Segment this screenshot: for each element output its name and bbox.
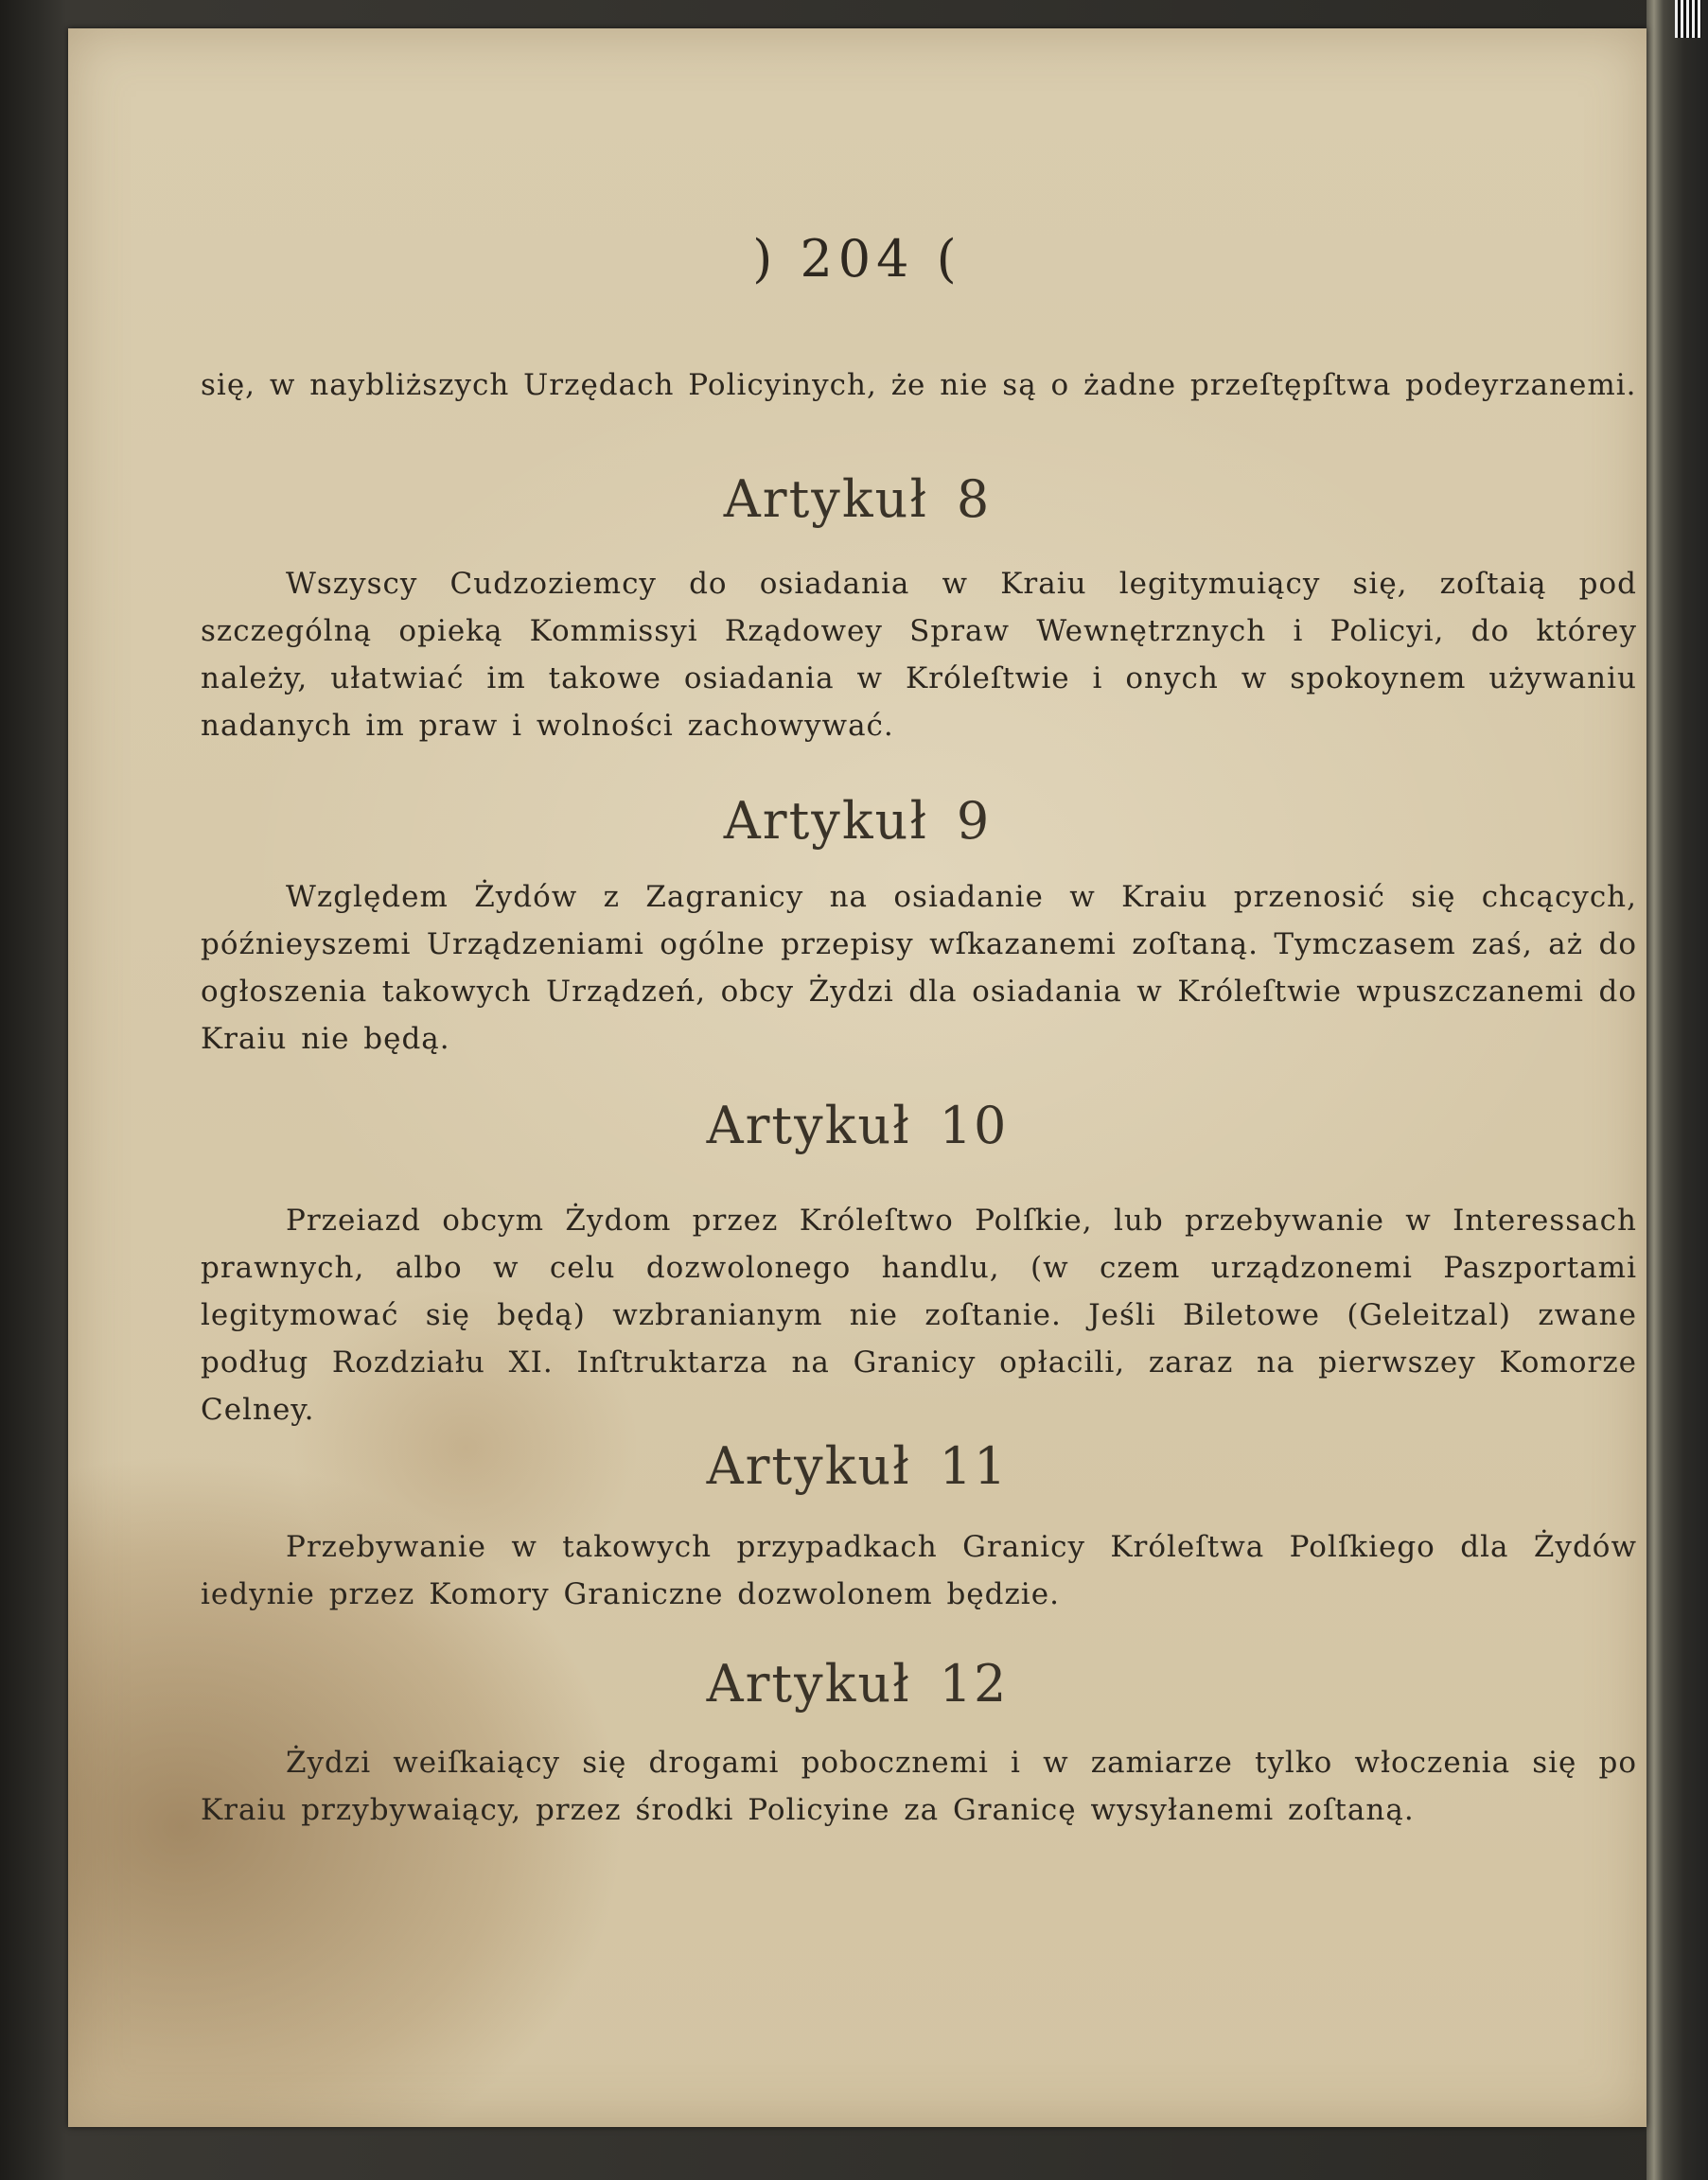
article-heading-8 — [68, 469, 1646, 529]
article-text-12: Żydzi weiſkaiący się drogami pobocznemi i w zamiarze tylko włoczenia się po Kraiu przybywaiący, przez środki Policyine za Granicę wysyłanemi zoſtaną. — [201, 1746, 1637, 1827]
calibration-strip — [1675, 0, 1701, 38]
article-heading-10 — [68, 1096, 1646, 1155]
article-text-10: Przeiazd obcym Żydom przez Króleſtwo Polſkie, lub przebywanie w Interessach prawnych, albo w celu dozwolonego handlu, (w czem urządzonemi Paszportami legitymować się będą) wzbranianym nie zoſtanie. Jeśli Biletowe (Geleitzal) zwane podług Rozdziału XI. Inſtruktarza na Granicy opłacili, zaraz na pierwszey Komorze Celney. — [201, 1204, 1637, 1427]
article-heading-11 — [68, 1436, 1646, 1496]
article-label: Artykuł — [706, 1654, 911, 1714]
article-text-8: Wszyscy Cudzoziemcy do osiadania w Kraiu legitymuiący się, zoſtaią pod szczególną opieką Kommissyi Rządowey Spraw Wewnętrznych i Policyi, do którey należy, ułatwiać im takowe osiadania w Króleſtwie i onych w spokoynem używaniu nadanych im praw i wolności zachowywać. — [201, 567, 1637, 743]
article-text-11: Przebywanie w takowych przypadkach Granicy Króleſtwa Polſkiego dla Żydów iedynie przez Komory Graniczne dozwolonem będzie. — [201, 1530, 1637, 1611]
article-heading-9 — [68, 791, 1646, 851]
article-label: Artykuł — [723, 469, 928, 529]
paper-sheet — [68, 28, 1646, 2127]
book-edge — [1646, 0, 1708, 2180]
article-number: 9 — [956, 791, 992, 851]
page-number: ) 204 ( — [752, 229, 962, 289]
article-label: Artykuł — [706, 1436, 911, 1496]
article-text-9: Względem Żydów z Zagranicy na osiadanie w Kraiu przenosić się chcących, późnieyszemi Urządzeniami ogólne przepisy wſkazanemi zoſtaną. Tymczasem zaś, aż do ogłoszenia takowych Urządzeń, obcy Żydzi dla osiadania w Króleſtwie wpuszczanemi do Kraiu nie będą. — [201, 880, 1637, 1056]
article-number: 11 — [939, 1436, 1009, 1496]
article-number: 12 — [939, 1654, 1009, 1714]
article-number: 8 — [956, 469, 992, 529]
article-label: Artykuł — [723, 791, 928, 851]
article-label: Artykuł — [706, 1096, 911, 1155]
article-number: 10 — [939, 1096, 1009, 1155]
article-heading-12 — [68, 1654, 1646, 1714]
continuation-text: się, w naybliższych Urzędach Policyinych, że nie są o żadne przeſtępſtwa podeyrzanemi. — [201, 368, 1637, 402]
